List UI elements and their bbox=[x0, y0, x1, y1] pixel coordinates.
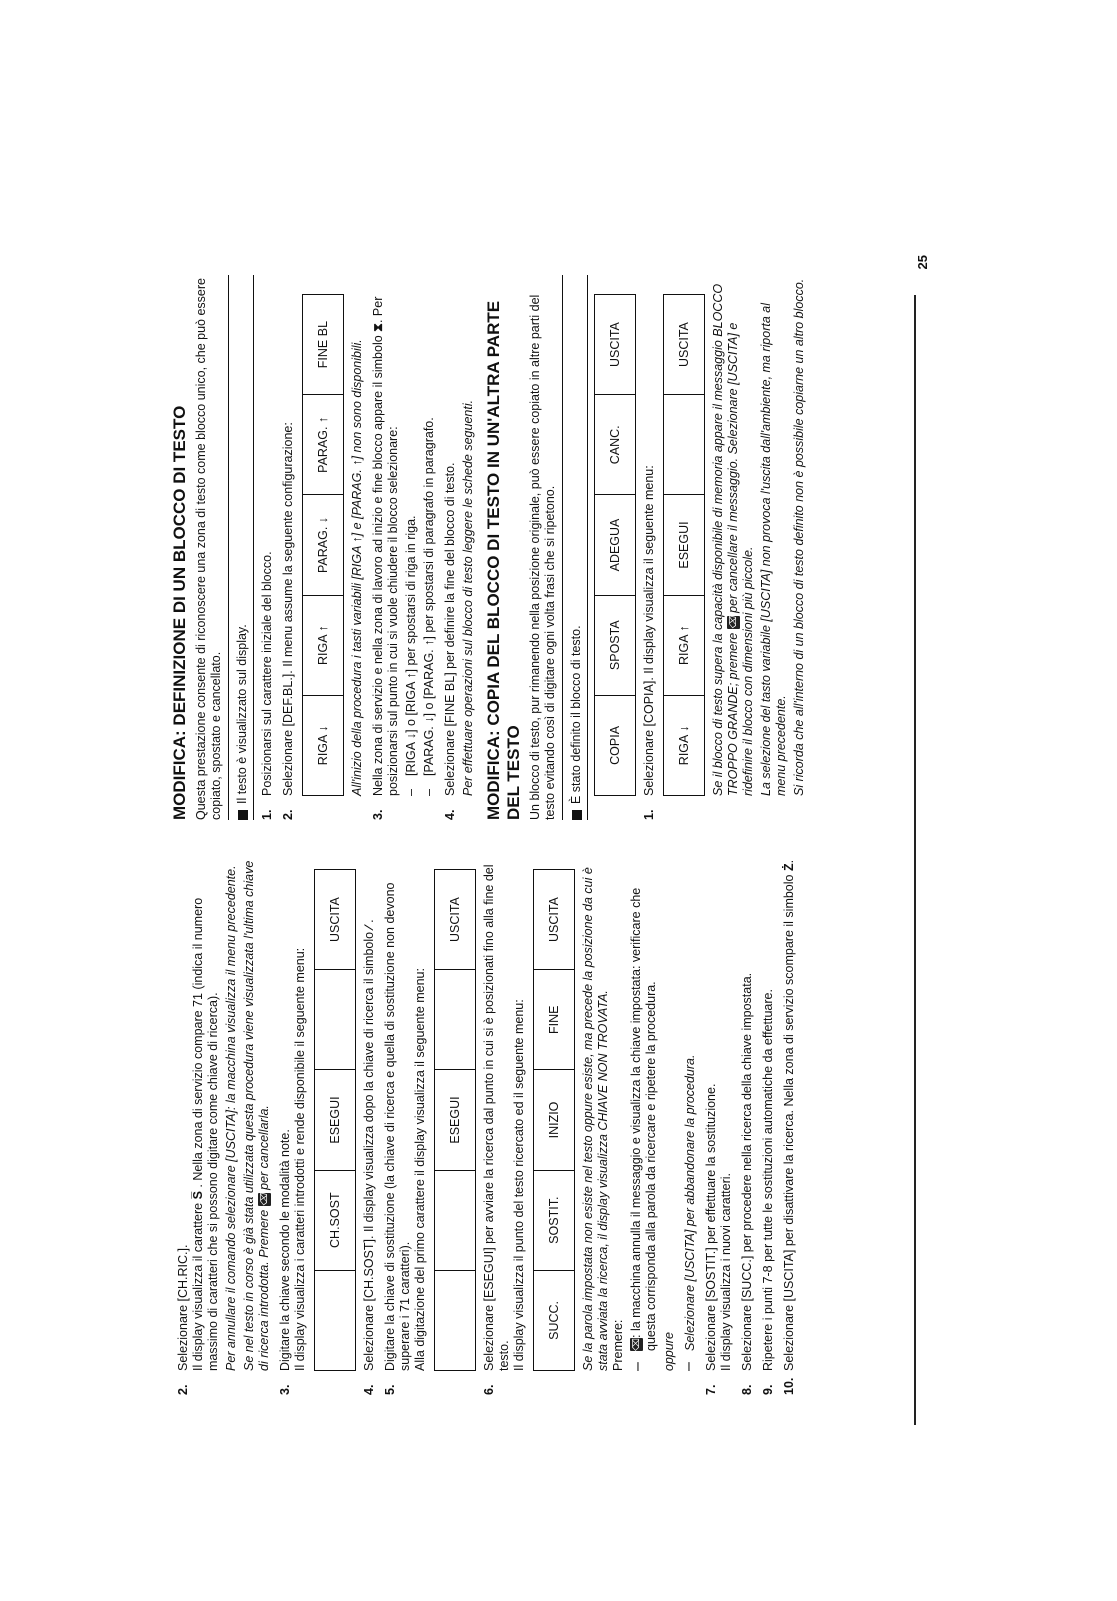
menu-diagram bbox=[434, 869, 476, 1371]
step-number: 4. bbox=[443, 809, 457, 820]
menu-key: PARAG. ↑ bbox=[303, 395, 343, 495]
note: Se nel testo in corso è già stata utilizzata questa procedura viene visualizzata l'ultima chiave di ricerca introdotta. Premere ⌫ per cancellarla. bbox=[242, 860, 271, 1371]
block-marker-icon: ⧗ bbox=[371, 323, 385, 332]
note: Per effettuare operazioni sul blocco di testo leggere le schede seguenti. bbox=[461, 399, 475, 796]
section-block-copy bbox=[484, 275, 563, 820]
note: Per annullare il comando selezionare [USCITA]: la macchina visualizza il menu precedente. bbox=[224, 865, 238, 1371]
step-number: 5. bbox=[383, 1384, 397, 1395]
step-1 bbox=[260, 275, 275, 820]
menu-diagram bbox=[314, 869, 356, 1371]
menu-key bbox=[435, 1271, 475, 1370]
menu-diagram bbox=[533, 869, 575, 1371]
step-number: 3. bbox=[371, 809, 385, 820]
intro-text: Questa prestazione consente di riconoscere una zona di testo come blocco unico, che può essere copiato, spostato e cancellato. bbox=[194, 278, 223, 820]
sub-item: – [RIGA ↓] o [RIGA ↑] per spostarsi di riga in riga. bbox=[404, 275, 419, 796]
step-text: Selezionare [USCITA] per abbandonare la procedura. bbox=[683, 1054, 697, 1351]
menu-key: COPIA bbox=[608, 725, 622, 765]
delete-key-icon: ⌫ bbox=[631, 1338, 642, 1351]
note: Si ricorda che all'interno di un blocco di testo definito non è possibile copiarne un altro blocco. bbox=[792, 278, 806, 796]
menu-key: PARAG. ↓ bbox=[303, 495, 343, 595]
menu-key: USCITA bbox=[315, 870, 355, 970]
delete-key-icon: ⌫ bbox=[728, 616, 739, 630]
search-symbol-icon: S̅ bbox=[191, 1191, 205, 1200]
step-text: Premere: bbox=[611, 1319, 625, 1371]
step-text: Selezionare [CH.RIC.]. bbox=[176, 1244, 190, 1371]
menu-key bbox=[315, 970, 355, 1070]
menu-diagram bbox=[302, 294, 344, 796]
step-text: Il display visualizza il carattere S̅ . Nella zona di servizio compare 71 (indica il numero massimo di caratteri che si possono digitare come chiave di ricerca). bbox=[191, 897, 220, 1371]
step-6 bbox=[482, 850, 527, 1395]
menu-key: USCITA bbox=[435, 870, 475, 970]
step-7 bbox=[704, 850, 734, 1395]
section-title: MODIFICA: DEFINIZIONE DI UN BLOCCO DI TESTO bbox=[170, 405, 189, 820]
rotated-page-content bbox=[170, 255, 930, 1395]
precondition: Il testo è visualizzato sul display. bbox=[235, 275, 254, 820]
step-text: Digitare la chiave di sostituzione (la chiave di ricerca e quella di sostituzione non devono superare i 71 caratteri). bbox=[383, 882, 412, 1371]
step-number: 2. bbox=[281, 809, 295, 820]
delete-key-icon: ⌫ bbox=[259, 1193, 270, 1207]
step-text: Selezionare [ESEGUI] per avviare la ricerca dal punto in cui si è posizionati fino alla fine del testo. bbox=[482, 864, 511, 1371]
precondition: È stato definito il blocco di testo. bbox=[569, 275, 588, 820]
menu-key: SPOSTA bbox=[595, 596, 635, 696]
footer-rule bbox=[914, 295, 916, 1425]
step-text: Il display visualizza i caratteri introdotti e rende disponibile il seguente menu: bbox=[293, 947, 307, 1371]
menu-key bbox=[435, 970, 475, 1070]
step-8 bbox=[740, 850, 755, 1395]
step-4 bbox=[443, 275, 476, 820]
step-number: 2. bbox=[176, 1384, 190, 1395]
step-text: Selezionare [USCITA] per disattivare la ricerca. Nella zona di servizio scompare il simbolo Ż. bbox=[782, 859, 796, 1371]
right-column bbox=[170, 275, 807, 820]
step-number: 1. bbox=[642, 809, 656, 820]
step-3 bbox=[371, 275, 437, 820]
menu-key: FINE BL bbox=[303, 295, 343, 395]
sub-item: – ⌫: la macchina annulla il messaggio e visualizza la chiave impostata: verificare che questa corrisponda alla parola da ricercare e ripetere la procedura. bbox=[629, 850, 659, 1371]
menu-key: ADEGUA bbox=[595, 495, 635, 595]
step-1 bbox=[642, 275, 657, 820]
step-2 bbox=[176, 850, 272, 1395]
menu-key: RIGA ↑ bbox=[664, 596, 704, 696]
menu-key: CANC. bbox=[595, 395, 635, 495]
step-number: 3. bbox=[278, 1384, 292, 1395]
step-5 bbox=[383, 850, 428, 1395]
step-number: 9. bbox=[761, 1384, 775, 1395]
step-4 bbox=[362, 850, 377, 1395]
menu-key: RIGA ↓ bbox=[316, 725, 330, 766]
step-number: 7. bbox=[704, 1384, 718, 1395]
section-title: MODIFICA: COPIA DEL BLOCCO DI TESTO IN UN'ALTRA PARTE DEL TESTO bbox=[484, 300, 523, 820]
page-number: 25 bbox=[915, 255, 930, 270]
menu-key: USCITA bbox=[595, 295, 635, 395]
menu-key: ESEGUI bbox=[315, 1070, 355, 1170]
step-9 bbox=[761, 850, 776, 1395]
menu-key: INIZIO bbox=[534, 1070, 574, 1170]
replace-symbol-icon: ∕ bbox=[362, 926, 376, 929]
square-bullet-icon bbox=[238, 810, 248, 820]
step-text: Nella zona di servizio e nella zona di lavoro ad inizio e fine blocco appare il simbolo ⧗. Per posizionarsi sul punto in cui si vuole chiudere il blocco selezionare: bbox=[371, 296, 400, 796]
step-text: Selezionare [SOSTIT.] per effettuare la sostituzione. bbox=[704, 1083, 718, 1371]
note: All'inizio della procedura i tasti variabili [RIGA ↑] e [PARAG. ↑] non sono disponibili. bbox=[350, 339, 364, 796]
sub-item: – [PARAG. ↓] o [PARAG. ↑] per spostarsi di paragrafo in paragrafo. bbox=[422, 275, 437, 796]
step-10 bbox=[782, 850, 797, 1395]
menu-key bbox=[435, 1171, 475, 1271]
step-text: Selezionare [CH.SOST]. Il display visualizza dopo la chiave di ricerca il simbolo ∕ . bbox=[362, 919, 376, 1371]
step-number: 1. bbox=[260, 809, 274, 820]
note: Se la parola impostata non esiste nel testo oppure esiste, ma precede la posizione da cui è stata avviata la ricerca, il display visualizza CHIAVE NON TROVATA. bbox=[581, 867, 610, 1371]
step-text: [PARAG. ↓] o [PARAG. ↑] per spostarsi di paragrafo in paragrafo. bbox=[422, 417, 436, 776]
step-text: Posizionarsi sul carattere iniziale del blocco. bbox=[260, 551, 274, 796]
step-number: 10. bbox=[782, 1377, 796, 1395]
intro-text: Un blocco di testo, pur rimanendo nella posizione originale, può essere copiato in altre parti del testo evitando così di digitare ogni volta frasi che si ripetono. bbox=[528, 294, 557, 820]
step-text: Il display visualizza il punto del testo ricercato ed il seguente menu: bbox=[512, 999, 526, 1371]
step-text: Selezionare [DEF.BL.]. Il menu assume la seguente configurazione: bbox=[281, 422, 295, 796]
note: Se il blocco di testo supera la capacità disponibile di memoria appare il messaggio BLOCCO TROPPO GRANDE; premere ⌫ per cancellare il messaggio. Selezionare [USCITA] e ridefinire il blocco con dimensioni più piccole. bbox=[711, 283, 755, 796]
menu-key: CH.SOST bbox=[315, 1171, 355, 1271]
step-text: ⌫: la macchina annulla il messaggio e visualizza la chiave impostata: verificare che questa corrisponda alla parola da ricercare e ripetere la procedura. bbox=[629, 887, 658, 1351]
step-2 bbox=[281, 275, 296, 820]
menu-key: FINE bbox=[534, 970, 574, 1070]
step-number: 8. bbox=[740, 1384, 754, 1395]
step-text: Selezionare [FINE BL] per definire la fine del blocco di testo. bbox=[443, 462, 457, 796]
note: La selezione del tasto variabile [USCITA] non provoca l'uscita dall'ambiente, ma riporta al menu precedente. bbox=[759, 303, 788, 796]
step-text: Digitare la chiave secondo le modalità note. bbox=[278, 1129, 292, 1371]
menu-diagram bbox=[594, 294, 636, 796]
step-3 bbox=[278, 850, 308, 1395]
section-block-definition bbox=[170, 275, 229, 820]
sub-item: – Selezionare [USCITA] per abbandonare la procedura. bbox=[680, 850, 698, 1371]
search-active-icon: Ż bbox=[782, 863, 796, 872]
menu-key: RIGA ↓ bbox=[677, 725, 691, 766]
menu-key: SUCC. bbox=[547, 1300, 561, 1340]
menu-key: RIGA ↑ bbox=[303, 596, 343, 696]
menu-key: ESEGUI bbox=[664, 495, 704, 595]
oppure-text: oppure bbox=[662, 1332, 676, 1371]
square-bullet-icon bbox=[572, 810, 582, 820]
step-text: Selezionare [SUCC.] per procedere nella ricerca della chiave impostata. bbox=[740, 972, 754, 1371]
step-text: Il display visualizza i nuovi caratteri. bbox=[719, 1173, 733, 1371]
menu-diagram bbox=[663, 294, 705, 796]
step-text: Alla digitazione del primo carattere il display visualizza il seguente menu: bbox=[413, 968, 427, 1371]
left-column bbox=[170, 850, 797, 1395]
step-text: [RIGA ↓] o [RIGA ↑] per spostarsi di riga in riga. bbox=[404, 515, 418, 776]
menu-key: USCITA bbox=[664, 295, 704, 395]
step-text: Selezionare [COPIA]. Il display visualizza il seguente menu: bbox=[642, 465, 656, 796]
menu-key: SOSTIT. bbox=[534, 1171, 574, 1271]
menu-key: ESEGUI bbox=[435, 1070, 475, 1170]
menu-key: USCITA bbox=[534, 870, 574, 970]
menu-key bbox=[664, 395, 704, 495]
menu-key bbox=[315, 1271, 355, 1370]
step-number: 4. bbox=[362, 1384, 376, 1395]
step-text: Ripetere i punti 7-8 per tutte le sostituzioni automatiche da effettuare. bbox=[761, 989, 775, 1371]
step-number: 6. bbox=[482, 1384, 496, 1395]
